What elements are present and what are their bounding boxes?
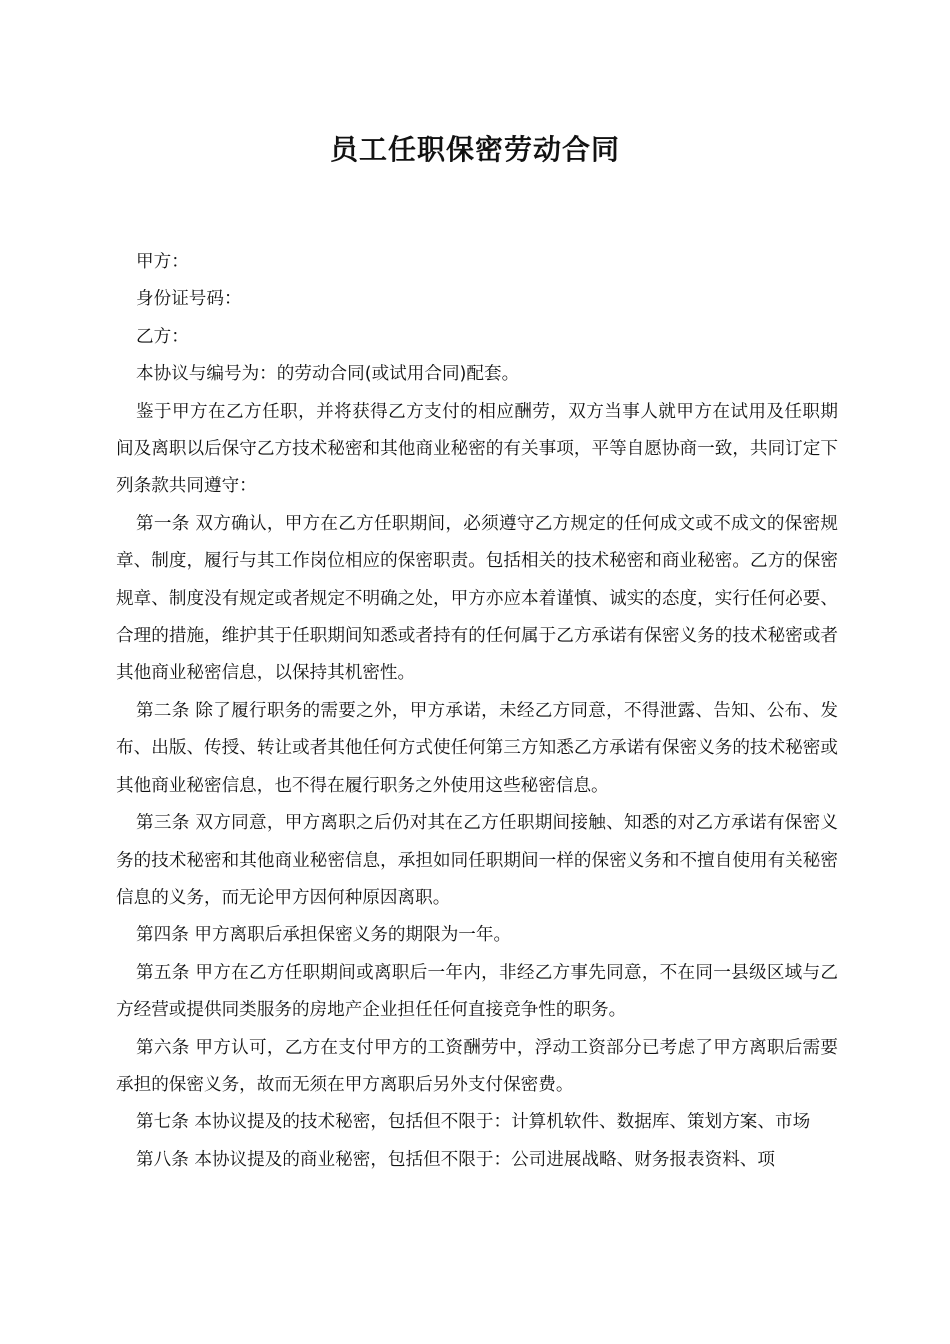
article-8: 第八条 本协议提及的商业秘密，包括但不限于：公司进展战略、财务报表资料、项: [136, 1149, 775, 1170]
paragraph-contract-reference: 本协议与编号为：的劳动合同(或试用合同)配套。: [136, 364, 520, 385]
party-b-field: 乙方：: [136, 326, 189, 347]
article-1: 第一条 双方确认，甲方在乙方任职期间，必须遵守乙方规定的任何成文或不成文的保密规章、制度，履行与其工作岗位相应的保密职责。包括相关的技术秘密和商业秘密。乙方的保密规章、制度没有规定或者规定不明确之处，甲方亦应本着谨慎、诚实的态度，实行任何必要、合理的措施，维护其于任职期间知悉或者持有的任何属于乙方承诺有保密义务的技术秘密或者其他商业秘密信息，以保持其机密性。: [116, 513, 838, 684]
article-7: 第七条 本协议提及的技术秘密，包括但不限于：计算机软件、数据库、策划方案、市场: [136, 1112, 811, 1133]
article-2: 第二条 除了履行职务的需要之外，甲方承诺，未经乙方同意，不得泄露、告知、公布、发布、出版、传授、转让或者其他任何方式使任何第三方知悉乙方承诺有保密义务的技术秘密或其他商业秘密信息，也不得在履行职务之外使用这些秘密信息。: [116, 700, 838, 796]
party-a-field: 甲方：: [136, 252, 189, 272]
article-3: 第三条 双方同意，甲方离职之后仍对其在乙方任职期间接触、知悉的对乙方承诺有保密义务的技术秘密和其他商业秘密信息，承担如同任职期间一样的保密义务和不擅自使用有关秘密信息的义务，而无论甲方因何种原因离职。: [116, 813, 838, 908]
paragraph-preamble: 鉴于甲方在乙方任职，并将获得乙方支付的相应酬劳，双方当事人就甲方在试用及任职期间及离职以后保守乙方技术秘密和其他商业秘密的有关事项，平等自愿协商一致，共同订定下列条款共同遵守：: [116, 401, 838, 497]
document-body: [116, 244, 838, 1179]
page-title: 员工任职保密劳动合同: [329, 133, 620, 166]
article-5: 第五条 甲方在乙方任职期间或离职后一年内，非经乙方事先同意，不在同一县级区域与乙方经营或提供同类服务的房地产企业担任任何直接竞争性的职务。: [116, 962, 838, 1021]
article-6: 第六条 甲方认可，乙方在支付甲方的工资酬劳中，浮动工资部分已考虑了甲方离职后需要承担的保密义务，故而无须在甲方离职后另外支付保密费。: [116, 1037, 838, 1095]
article-4: 第四条 甲方离职后承担保密义务的期限为一年。: [136, 925, 512, 946]
id-number-field: 身份证号码：: [136, 289, 242, 310]
